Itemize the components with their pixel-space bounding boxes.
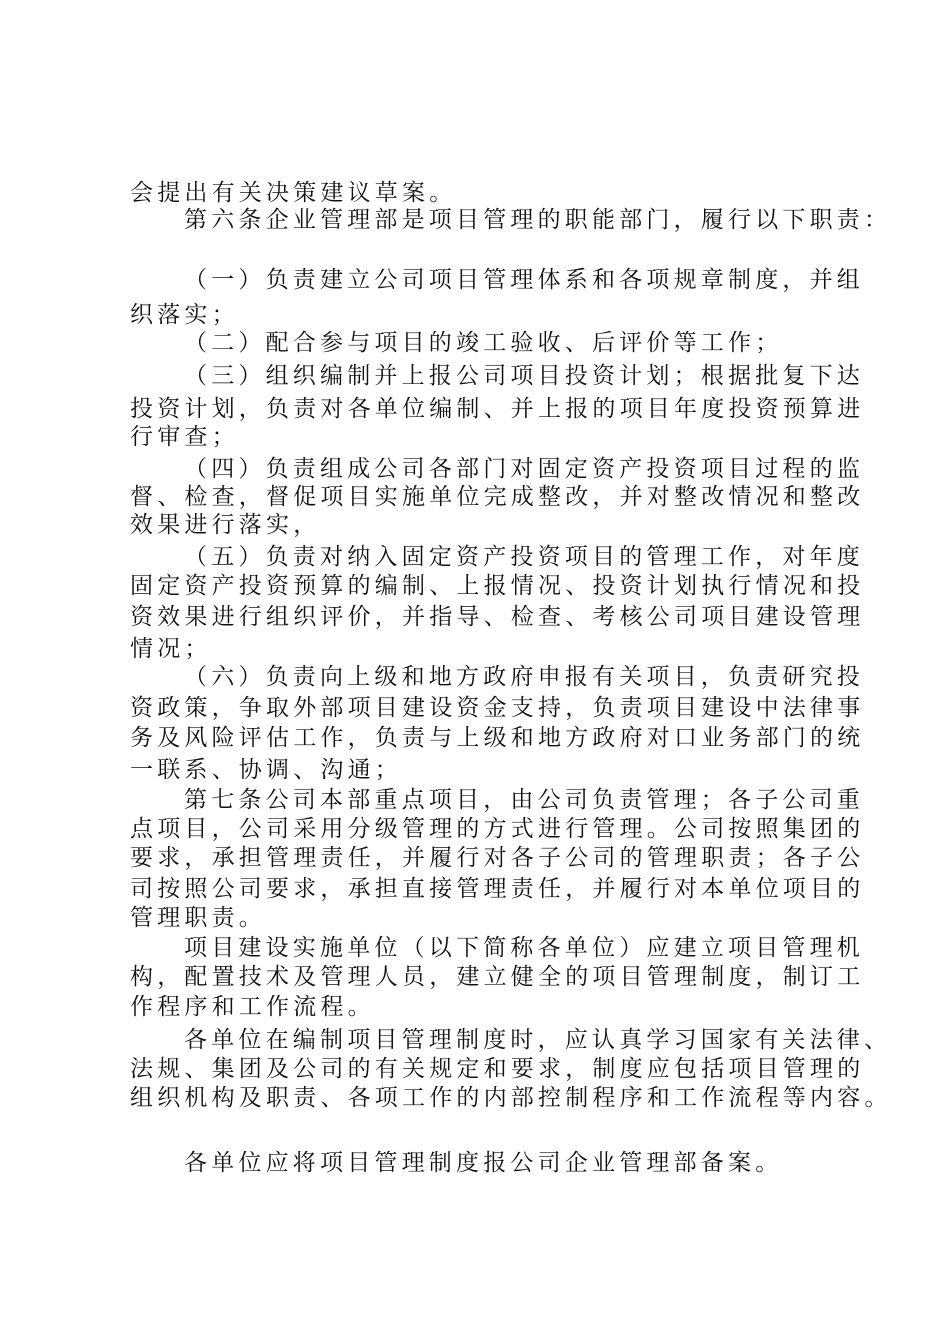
text-line: 行审查； xyxy=(130,424,239,450)
text-line: 要求，承担管理责任，并履行对各子公司的管理职责；各子公 xyxy=(130,845,865,871)
text-line: 资效果进行组织评价，并指导、检查、考核公司项目建设管理 xyxy=(130,604,865,630)
text-line: （六）负责向上级和地方政府申报有关项目，负责研究投 xyxy=(184,664,864,690)
text-line: 第七条公司本部重点项目，由公司负责管理；各子公司重 xyxy=(184,787,864,813)
text-line: 情况； xyxy=(130,636,212,662)
text-line: （二）配合参与项目的竣工验收、后评价等工作； xyxy=(184,330,783,356)
text-line: 法规、集团及公司的有关规定和要求，制度应包括项目管理的 xyxy=(130,1056,865,1082)
text-line: （五）负责对纳入固定资产投资项目的管理工作，对年度 xyxy=(184,544,864,570)
text-line: 项目建设实施单位（以下简称各单位）应建立项目管理机 xyxy=(184,935,864,961)
text-line: 组织机构及职责、各项工作的内部控制程序和工作流程等内容。 xyxy=(130,1085,892,1111)
text-line: （一）负责建立公司项目管理体系和各项规章制度，并组 xyxy=(184,267,864,293)
text-line: 效果进行落实， xyxy=(130,512,321,538)
text-line: 织落实； xyxy=(130,302,239,328)
text-line: 点项目，公司采用分级管理的方式进行管理。公司按照集团的 xyxy=(130,816,865,842)
text-line: 作程序和工作流程。 xyxy=(130,994,375,1020)
text-line: 管理职责。 xyxy=(130,905,266,931)
text-line: 务及风险评估工作，负责与上级和地方政府对口业务部门的统 xyxy=(130,725,865,751)
text-line: （三）组织编制并上报公司项目投资计划；根据批复下达 xyxy=(184,363,864,389)
text-line: 投资计划，负责对各单位编制、并上报的项目年度投资预算进 xyxy=(130,396,865,422)
text-line: 一联系、协调、沟通； xyxy=(130,757,402,783)
text-line: 各单位在编制项目管理制度时，应认真学习国家有关法律、 xyxy=(184,1027,892,1053)
text-line: 固定资产投资预算的编制、上报情况、投资计划执行情况和投 xyxy=(130,573,865,599)
text-line: 会提出有关决策建议草案。 xyxy=(130,180,457,206)
text-line: 构，配置技术及管理人员，建立健全的项目管理制度，制订工 xyxy=(130,964,865,990)
text-line: 资政策，争取外部项目建设资金支持，负责项目建设中法律事 xyxy=(130,695,865,721)
text-line: （四）负责组成公司各部门对固定资产投资项目过程的监 xyxy=(184,456,864,482)
text-line: 督、检查，督促项目实施单位完成整改，并对整改情况和整改 xyxy=(130,484,865,510)
text-line: 司按照公司要求，承担直接管理责任，并履行对本单位项目的 xyxy=(130,876,865,902)
text-line: 第六条企业管理部是项目管理的职能部门，履行以下职责： xyxy=(184,207,892,233)
text-line: 各单位应将项目管理制度报公司企业管理部备案。 xyxy=(184,1150,783,1176)
